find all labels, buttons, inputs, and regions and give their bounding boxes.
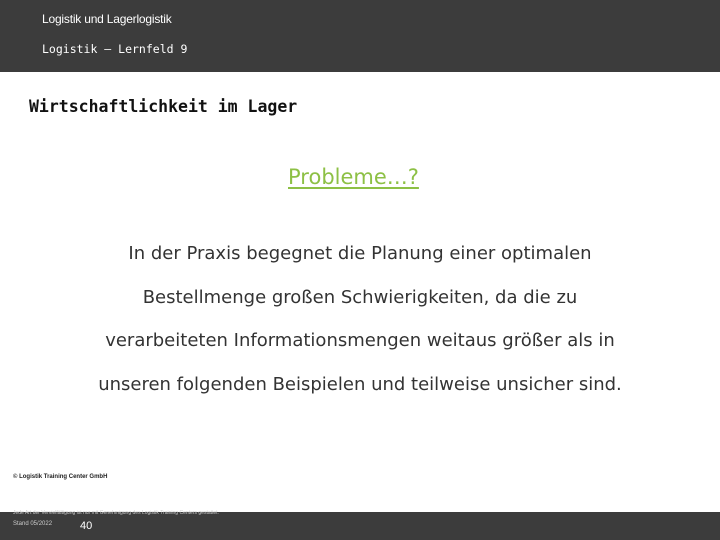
course-subtitle: Logistik – Lernfeld 9 bbox=[42, 42, 188, 56]
version-date: Stand 05/2022 bbox=[13, 521, 53, 527]
course-title: Logistik und Lagerlogistik bbox=[42, 12, 172, 26]
footer-bar bbox=[0, 512, 720, 540]
section-heading: Probleme…? bbox=[288, 165, 419, 189]
reproduction-note: Jede Art der Vervielfältigung ist nur mit Genehmigung des Logistik Training Centers gestattet. bbox=[13, 510, 219, 516]
copyright-notice: © Logistik Training Center GmbH bbox=[13, 474, 108, 480]
page-number: 40 bbox=[80, 520, 93, 532]
page-title: Wirtschaftlichkeit im Lager bbox=[29, 97, 298, 116]
header-bar bbox=[0, 0, 720, 72]
body-paragraph: In der Praxis begegnet die Planung einer optimalen Bestellmenge großen Schwierigkeiten, da die zu verarbeiteten Informationsmengen weitaus größer als in unseren folgenden Beispielen und teilweise unsicher sind. bbox=[98, 243, 622, 395]
